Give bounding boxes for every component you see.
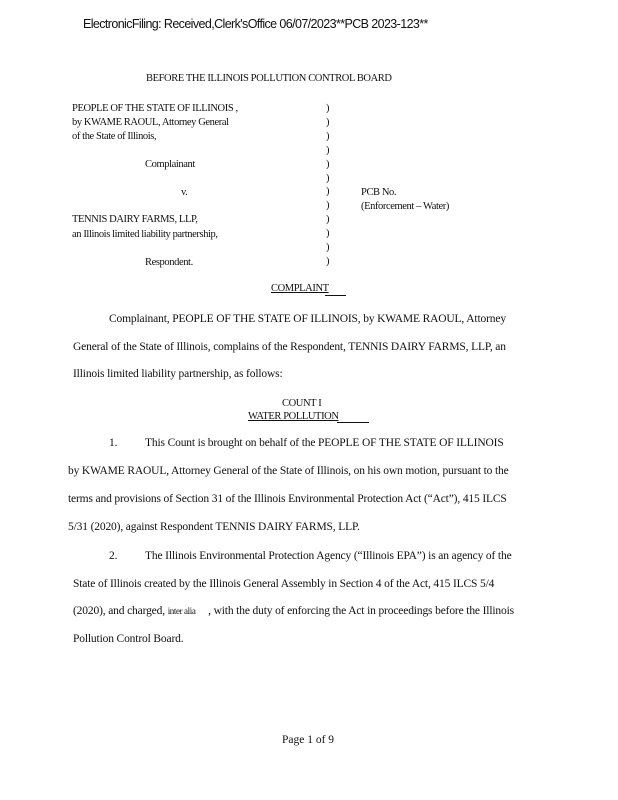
caption-paren: ) <box>326 214 330 226</box>
paragraph-2-line-3 <box>73 605 514 617</box>
document-title: COMPLAINT <box>271 283 329 294</box>
case-type: (Enforcement – Water) <box>361 201 449 212</box>
intro-line-3: Illinois limited liability partnership, as follows: <box>73 368 283 380</box>
versus: v. <box>181 187 188 198</box>
complainant-name: PEOPLE OF THE STATE OF ILLINOIS , <box>72 103 238 114</box>
count-title: WATER POLLUTION <box>248 411 339 422</box>
caption-paren-column <box>326 102 330 269</box>
caption-paren: ) <box>326 158 330 170</box>
respondent-description: an Illinois limited liability partnership, <box>72 229 218 240</box>
caption-paren: ) <box>326 200 330 212</box>
caption-paren: ) <box>326 144 330 156</box>
intro-line-1: Complainant, PEOPLE OF THE STATE OF ILLINOIS, by KWAME RAOUL, Attorney <box>109 313 506 325</box>
filing-stamp: ElectronicFiling: Received,Clerk'sOffice 06/07/2023**PCB 2023-123** <box>83 17 428 31</box>
page-number: Page 1 of 9 <box>282 734 335 746</box>
caption-paren: ) <box>326 186 330 198</box>
paragraph-1-line-4: 5/31 (2020), against Respondent TENNIS DAIRY FARMS, LLP. <box>68 521 360 533</box>
paragraph-1-line-3: terms and provisions of Section 31 of the Illinois Environmental Protection Act (“Act”), 415 ILCS <box>68 493 507 505</box>
respondent-name: TENNIS DAIRY FARMS, LLP, <box>72 214 198 225</box>
paragraph-1-number: 1. <box>109 437 118 449</box>
caption-paren: ) <box>326 130 330 142</box>
paragraph-2-line-3-start: (2020), and charged, <box>73 605 165 617</box>
complainant-by: by KWAME RAOUL, Attorney General <box>72 117 229 128</box>
inter-alia: inter alia <box>167 606 196 616</box>
paragraph-2-line-3-end: , with the duty of enforcing the Act in proceedings before the Illinois <box>208 605 514 617</box>
caption-paren: ) <box>326 116 330 128</box>
complainant-role: Complainant <box>145 159 195 170</box>
count-title-underline <box>337 422 369 423</box>
paragraph-2-line-2: State of Illinois created by the Illinois General Assembly in Section 4 of the Act, 415 ILCS 5/4 <box>73 578 495 590</box>
board-heading: BEFORE THE ILLINOIS POLLUTION CONTROL BOARD <box>146 73 392 84</box>
title-underline <box>325 295 346 296</box>
complainant-state: of the State of Illinois, <box>72 131 157 142</box>
caption-paren: ) <box>326 172 330 184</box>
case-number: PCB No. <box>361 187 397 198</box>
paragraph-2-line-1: The Illinois Environmental Protection Agency (“Illinois EPA”) is an agency of the <box>145 550 512 562</box>
intro-line-2: General of the State of Illinois, complains of the Respondent, TENNIS DAIRY FARMS, LLP, an <box>73 341 506 353</box>
count-number: COUNT I <box>282 398 322 409</box>
paragraph-2-line-4: Pollution Control Board. <box>73 633 184 645</box>
caption-paren: ) <box>326 228 330 240</box>
paragraph-2-number: 2. <box>109 550 118 562</box>
respondent-role: Respondent. <box>145 257 193 268</box>
caption-paren: ) <box>326 255 330 267</box>
paragraph-1-line-1: This Count is brought on behalf of the PEOPLE OF THE STATE OF ILLINOIS <box>145 437 504 449</box>
caption-paren: ) <box>326 103 330 114</box>
caption-paren: ) <box>326 242 330 254</box>
paragraph-1-line-2: by KWAME RAOUL, Attorney General of the State of Illinois, on his own motion, pursuant to the <box>68 465 509 477</box>
